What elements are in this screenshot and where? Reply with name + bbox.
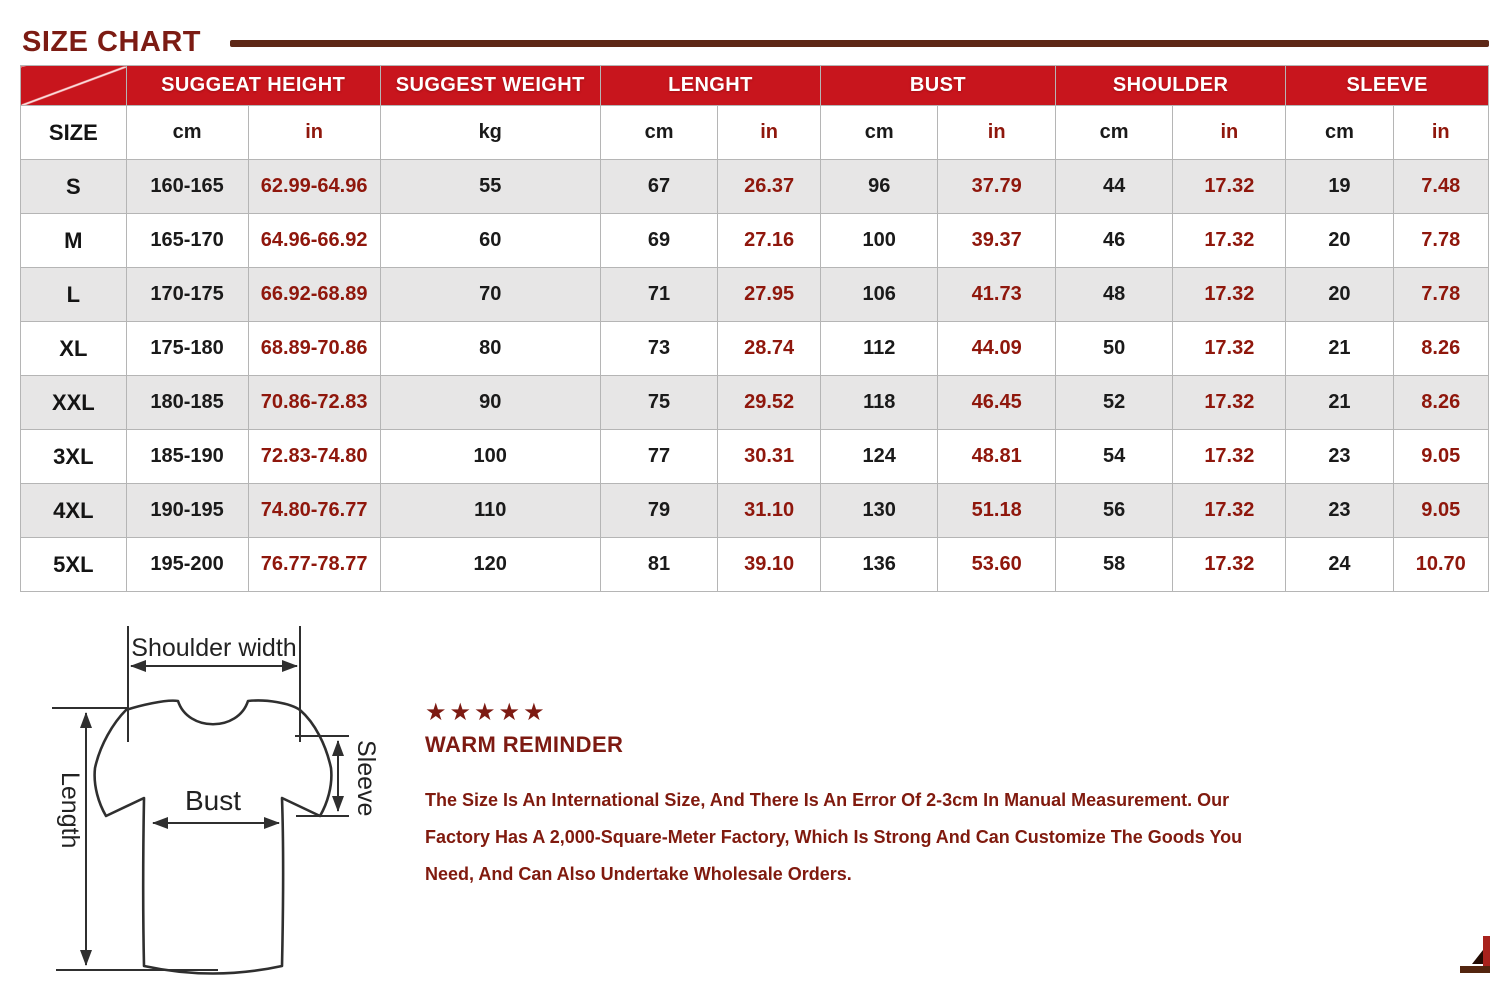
value-cell: 60: [380, 214, 600, 268]
value-cell: 64.96-66.92: [248, 214, 380, 268]
value-cell: 69: [600, 214, 717, 268]
value-cell: 70: [380, 268, 600, 322]
value-cell: 62.99-64.96: [248, 160, 380, 214]
value-cell: 170-175: [126, 268, 248, 322]
table-row: [21, 322, 1489, 376]
value-cell: 20: [1286, 214, 1393, 268]
value-cell: 10.70: [1393, 538, 1488, 592]
value-cell: 48.81: [938, 430, 1055, 484]
unit-header-cell: cm: [600, 106, 717, 160]
value-cell: 79: [600, 484, 717, 538]
unit-header-cell: in: [718, 106, 821, 160]
value-cell: 110: [380, 484, 600, 538]
value-cell: 56: [1055, 484, 1172, 538]
value-cell: 9.05: [1393, 430, 1488, 484]
table-unit-row: [21, 106, 1489, 160]
value-cell: 8.26: [1393, 376, 1488, 430]
value-cell: 52: [1055, 376, 1172, 430]
value-cell: 20: [1286, 268, 1393, 322]
value-cell: 46.45: [938, 376, 1055, 430]
value-cell: 160-165: [126, 160, 248, 214]
value-cell: 100: [380, 430, 600, 484]
value-cell: 17.32: [1173, 268, 1286, 322]
value-cell: 66.92-68.89: [248, 268, 380, 322]
size-table: [20, 65, 1489, 592]
table-row: [21, 430, 1489, 484]
value-cell: 58: [1055, 538, 1172, 592]
five-stars-icon: ★★★★★: [425, 699, 548, 726]
warm-reminder-body: [425, 782, 1390, 893]
size-label-cell: XL: [21, 322, 127, 376]
value-cell: 21: [1286, 322, 1393, 376]
value-cell: 17.32: [1173, 430, 1286, 484]
tshirt-outline: [95, 700, 332, 973]
value-cell: 17.32: [1173, 538, 1286, 592]
unit-header-cell: cm: [126, 106, 248, 160]
value-cell: 46: [1055, 214, 1172, 268]
value-cell: 54: [1055, 430, 1172, 484]
corner-bracket-icon: [1460, 936, 1492, 974]
value-cell: 71: [600, 268, 717, 322]
title-rule: [230, 40, 1489, 47]
table-corner-diagonal-cell: [21, 66, 127, 106]
value-cell: 75: [600, 376, 717, 430]
unit-header-cell: kg: [380, 106, 600, 160]
value-cell: 55: [380, 160, 600, 214]
warm-reminder-heading: WARM REMINDER: [425, 732, 624, 757]
value-cell: 136: [821, 538, 938, 592]
value-cell: 73: [600, 322, 717, 376]
value-cell: 53.60: [938, 538, 1055, 592]
column-group-header: SHOULDER: [1055, 66, 1285, 106]
value-cell: 28.74: [718, 322, 821, 376]
value-cell: 175-180: [126, 322, 248, 376]
value-cell: 44.09: [938, 322, 1055, 376]
value-cell: 17.32: [1173, 484, 1286, 538]
value-cell: 112: [821, 322, 938, 376]
value-cell: 72.83-74.80: [248, 430, 380, 484]
unit-header-cell: in: [1393, 106, 1488, 160]
table-row: [21, 376, 1489, 430]
table-row: [21, 268, 1489, 322]
warm-reminder-section: [425, 700, 1390, 893]
value-cell: 17.32: [1173, 376, 1286, 430]
value-cell: 17.32: [1173, 160, 1286, 214]
value-cell: 27.95: [718, 268, 821, 322]
value-cell: 90: [380, 376, 600, 430]
value-cell: 68.89-70.86: [248, 322, 380, 376]
value-cell: 185-190: [126, 430, 248, 484]
value-cell: 81: [600, 538, 717, 592]
value-cell: 26.37: [718, 160, 821, 214]
column-group-header: BUST: [821, 66, 1056, 106]
value-cell: 31.10: [718, 484, 821, 538]
sleeve-label: Sleeve: [352, 740, 380, 817]
unit-header-cell: cm: [1055, 106, 1172, 160]
value-cell: 7.78: [1393, 214, 1488, 268]
value-cell: 24: [1286, 538, 1393, 592]
value-cell: 51.18: [938, 484, 1055, 538]
reminder-text-line: The Size Is An International Size, And There Is An Error Of 2-3cm In Manual Measurement. Our: [425, 790, 1230, 810]
column-group-header: SLEEVE: [1286, 66, 1489, 106]
value-cell: 8.26: [1393, 322, 1488, 376]
size-label-cell: 4XL: [21, 484, 127, 538]
value-cell: 44: [1055, 160, 1172, 214]
value-cell: 17.32: [1173, 214, 1286, 268]
value-cell: 37.79: [938, 160, 1055, 214]
size-label-cell: S: [21, 160, 127, 214]
value-cell: 17.32: [1173, 322, 1286, 376]
value-cell: 70.86-72.83: [248, 376, 380, 430]
reminder-text-line: Factory Has A 2,000-Square-Meter Factory, Which Is Strong And Can Customize The Goods You: [425, 827, 1243, 847]
table-row: [21, 538, 1489, 592]
value-cell: 165-170: [126, 214, 248, 268]
size-label-cell: M: [21, 214, 127, 268]
size-table-body: [21, 66, 1489, 592]
value-cell: 30.31: [718, 430, 821, 484]
unit-header-cell: in: [248, 106, 380, 160]
unit-header-cell: in: [1173, 106, 1286, 160]
value-cell: 77: [600, 430, 717, 484]
value-cell: 106: [821, 268, 938, 322]
value-cell: 27.16: [718, 214, 821, 268]
size-label-cell: 3XL: [21, 430, 127, 484]
value-cell: 48: [1055, 268, 1172, 322]
table-row: [21, 214, 1489, 268]
value-cell: 29.52: [718, 376, 821, 430]
unit-header-cell: cm: [821, 106, 938, 160]
unit-header-cell: in: [938, 106, 1055, 160]
reminder-text-line: Need, And Can Also Undertake Wholesale Orders.: [425, 864, 852, 884]
value-cell: 39.10: [718, 538, 821, 592]
column-group-header: SUGGEAT HEIGHT: [126, 66, 380, 106]
size-table-container: [20, 65, 1489, 592]
value-cell: 7.48: [1393, 160, 1488, 214]
value-cell: 50: [1055, 322, 1172, 376]
value-cell: 9.05: [1393, 484, 1488, 538]
value-cell: 7.78: [1393, 268, 1488, 322]
table-group-header-row: [21, 66, 1489, 106]
size-label-cell: L: [21, 268, 127, 322]
value-cell: 67: [600, 160, 717, 214]
shoulder-width-label: Shoulder width: [131, 634, 297, 662]
value-cell: 120: [380, 538, 600, 592]
value-cell: 21: [1286, 376, 1393, 430]
value-cell: 130: [821, 484, 938, 538]
length-label: Length: [56, 772, 84, 849]
value-cell: 76.77-78.77: [248, 538, 380, 592]
table-row: [21, 160, 1489, 214]
value-cell: 118: [821, 376, 938, 430]
table-row: [21, 484, 1489, 538]
tshirt-measurement-diagram: [28, 620, 408, 998]
page-title: SIZE CHART: [22, 26, 201, 58]
size-label-cell: XXL: [21, 376, 127, 430]
value-cell: 74.80-76.77: [248, 484, 380, 538]
value-cell: 80: [380, 322, 600, 376]
column-group-header: LENGHT: [600, 66, 820, 106]
unit-header-cell: cm: [1286, 106, 1393, 160]
size-label-cell: 5XL: [21, 538, 127, 592]
value-cell: 180-185: [126, 376, 248, 430]
value-cell: 23: [1286, 430, 1393, 484]
value-cell: 100: [821, 214, 938, 268]
size-column-header: SIZE: [21, 106, 127, 160]
value-cell: 19: [1286, 160, 1393, 214]
value-cell: 23: [1286, 484, 1393, 538]
column-group-header: SUGGEST WEIGHT: [380, 66, 600, 106]
value-cell: 190-195: [126, 484, 248, 538]
value-cell: 39.37: [938, 214, 1055, 268]
bust-label: Bust: [184, 785, 242, 816]
value-cell: 124: [821, 430, 938, 484]
value-cell: 41.73: [938, 268, 1055, 322]
value-cell: 96: [821, 160, 938, 214]
value-cell: 195-200: [126, 538, 248, 592]
